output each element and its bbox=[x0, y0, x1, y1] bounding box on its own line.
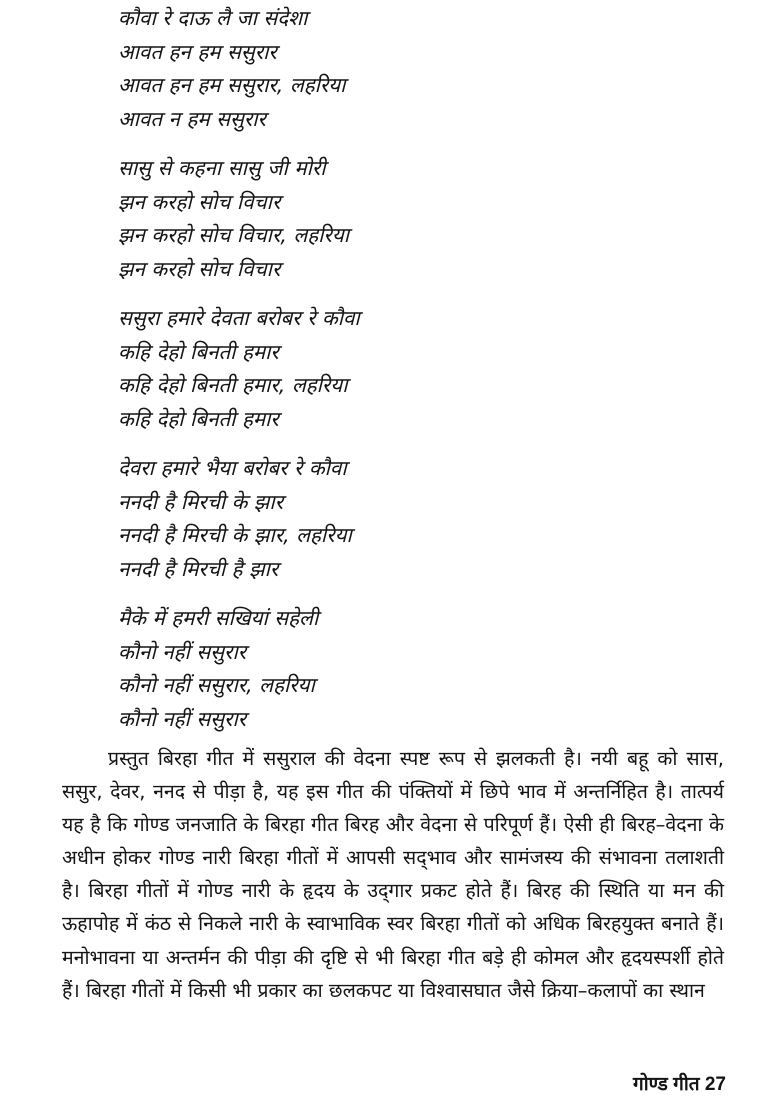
poem-line: कहि देहो बिनती हमार bbox=[118, 339, 279, 364]
body-paragraph: प्रस्तुत बिरहा गीत में ससुराल की वेदना स्पष्ट रूप से झलकती है। नयी बहू को सास, ससुर, देवर, ननद से पीड़ा है, यह इस गीत की पंक्तियों में छिपे भाव में अन्तर्निहित है। तात्पर्य यह है कि गोण्ड जनजाति के बिरहा गीत बिरह और वेदना से परिपूर्ण हैं। ऐसी ही बिरह–वेदना के अधीन होकर गोण्ड नारी बिरहा गीतों में आपसी सद्‌भाव और सामंजस्य की संभावना तलाशती है। बिरहा गीतों में गोण्ड नारी के हृदय के उद्‌गार प्रकट होते हैं। बिरह की स्थिति या मन की ऊहापोह में कंठ से निकले नारी के स्वाभाविक स्वर बिरहा गीतों को अधिक बिरहयुक्त बनाते हैं। मनोभावना या अन्तर्मन की पीड़ा की दृष्टि से भी बिरहा गीत बड़े ही कोमल और हृदयस्पर्शी होते हैं। बिरहा गीतों में किसी भी प्रकार का छलकपट या विश्वासघात जैसे क्रिया–कलापों का स्थान bbox=[62, 747, 724, 1002]
poem-line: ससुरा हमारे देवता बरोबर रे कौवा bbox=[118, 306, 360, 330]
poem-line: सासु से कहना सासु जी मोरी bbox=[118, 156, 326, 180]
poem-stanza bbox=[118, 452, 718, 586]
poem-line: आवत हन हम ससुरार, लहरिया bbox=[118, 73, 346, 97]
poem-line: कौनो नहीं ससुरार bbox=[118, 706, 247, 731]
footer-page-number: 27 bbox=[704, 1074, 726, 1095]
poem-stanza bbox=[118, 602, 718, 736]
poem-stanza bbox=[118, 2, 718, 136]
poem-line: ननदी है मिरची है झार bbox=[118, 556, 279, 581]
poem-line: कौनो नहीं ससुरार, लहरिया bbox=[118, 673, 315, 697]
poem-line: कहि देहो बिनती हमार bbox=[118, 406, 279, 431]
poem-line: कौनो नहीं ससुरार bbox=[118, 639, 247, 664]
poem-line: झन करहो सोच विचार, लहरिया bbox=[118, 223, 350, 247]
poem-line: कौवा रे दाऊ लै जा संदेशा bbox=[118, 6, 308, 30]
poem-line: आवत न हम ससुरार bbox=[118, 106, 266, 131]
poem-line: कहि देहो बिनती हमार, लहरिया bbox=[118, 373, 348, 397]
footer-book-title: गोण्ड गीत bbox=[633, 1074, 700, 1095]
poem-stanza bbox=[118, 152, 718, 286]
poem-line: झन करहो सोच विचार bbox=[118, 189, 281, 214]
poem-line: झन करहो सोच विचार bbox=[118, 256, 281, 281]
poem-block bbox=[118, 2, 718, 752]
poem-line: ननदी है मिरची के झार, लहरिया bbox=[118, 523, 352, 547]
page-footer bbox=[633, 1070, 726, 1096]
poem-line: ननदी है मिरची के झार bbox=[118, 489, 284, 514]
poem-line: मैके में हमरी सखियां सहेली bbox=[118, 606, 319, 630]
poem-line: देवरा हमारे भैया बरोबर रे कौवा bbox=[118, 456, 347, 480]
poem-stanza bbox=[118, 302, 718, 436]
poem-line: आवत हन हम ससुरार bbox=[118, 39, 277, 64]
